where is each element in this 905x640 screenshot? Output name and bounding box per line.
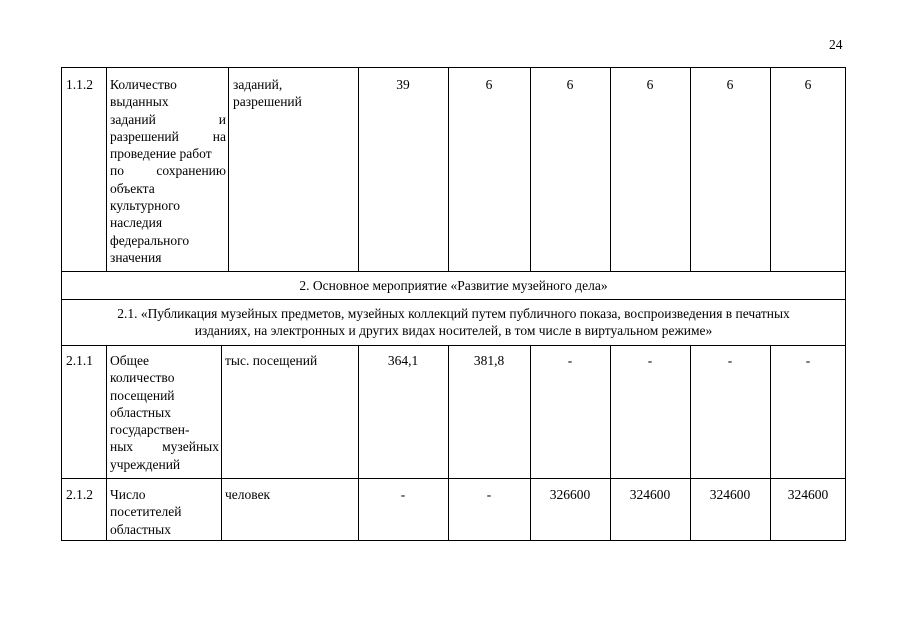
row-112-name-line — [110, 111, 226, 128]
row-211-name-line: Общее — [110, 353, 149, 368]
row-112-value-4: 6 — [646, 77, 654, 92]
row-212-name-line: посетителей — [110, 504, 182, 520]
row-211-name-line — [110, 438, 219, 455]
row-212-indicator-name — [110, 486, 219, 538]
row-112-value-6: 6 — [804, 77, 812, 92]
row-112-name-line — [110, 162, 226, 179]
row-112-name-line: Количество — [110, 77, 177, 92]
row-112-indicator-name — [110, 76, 226, 266]
row-211-value-2: 381,8 — [473, 353, 505, 368]
row-112-name-word: и — [218, 111, 226, 127]
row-112-value-2: 6 — [485, 77, 493, 92]
section-21-heading — [61, 305, 846, 340]
row-212-value-2: - — [486, 487, 492, 502]
row-112-name-line: объекта — [110, 180, 155, 196]
row-212-value-4: 324600 — [629, 487, 671, 502]
row-112-unit — [233, 76, 357, 111]
row-112-name-line: федерального — [110, 232, 190, 248]
row-112-value-5: 6 — [726, 77, 734, 92]
row-112-name-word: разрешений — [110, 128, 179, 144]
row-212-value-6: 324600 — [787, 487, 829, 502]
row-112-name-line — [110, 128, 226, 145]
row-211-value-4: - — [647, 353, 653, 368]
row-112-unit-line: заданий, — [233, 77, 283, 92]
row-112-name-line: значения — [110, 249, 162, 265]
row-112-name-line: проведение работ — [110, 146, 212, 162]
row-211-value-1: 364,1 — [387, 353, 419, 368]
page-number: 24 — [829, 37, 843, 52]
row-212-name-line: Число — [110, 487, 146, 502]
row-211-value-3: - — [567, 353, 573, 368]
row-211-indicator-name — [110, 352, 219, 473]
row-212-name-line: областных — [110, 521, 171, 537]
row-211-name-line: количество — [110, 370, 175, 386]
row-112-name-word: по — [110, 163, 124, 179]
row-212-number: 2.1.2 — [66, 487, 93, 502]
row-112-value-1: 39 — [396, 77, 410, 92]
row-112-value-3: 6 — [566, 77, 574, 92]
row-112-name-word: сохранению — [156, 163, 226, 179]
row-112-name-line: наследия — [110, 215, 163, 231]
row-211-number: 2.1.1 — [66, 353, 93, 368]
row-112-name-line: культурного — [110, 198, 181, 214]
row-212-value-3: 326600 — [549, 487, 591, 502]
row-211-value-6: - — [805, 353, 811, 368]
row-211-name-line: государствен- — [110, 422, 190, 438]
row-211-value-5: - — [727, 353, 733, 368]
row-112-name-line: выданных — [110, 94, 169, 110]
row-211-unit: тыс. посещений — [225, 353, 318, 368]
row-211-name-line: областных — [110, 404, 171, 420]
row-211-name-line: учреждений — [110, 456, 181, 472]
row-112-name-word: заданий — [110, 111, 156, 127]
row-112-unit-line: разрешений — [233, 94, 302, 110]
row-211-name-word: ных — [110, 439, 134, 455]
row-211-name-word: музейных — [162, 439, 219, 455]
section-2-heading: 2. Основное мероприятие «Развитие музейного дела» — [299, 278, 608, 293]
row-212-unit: человек — [225, 487, 271, 502]
row-112-number: 1.1.2 — [66, 77, 93, 92]
section-21-line: 2.1. «Публикация музейных предметов, музейных коллекций путем публичного показа, воспроизведения в печатных — [117, 306, 790, 321]
row-211-name-line: посещений — [110, 387, 175, 403]
row-112-name-word: на — [212, 128, 226, 144]
section-21-line: изданиях, на электронных и других видах носителей, в том числе в виртуальном режиме» — [194, 323, 713, 339]
row-212-value-1: - — [400, 487, 406, 502]
row-212-value-5: 324600 — [709, 487, 751, 502]
